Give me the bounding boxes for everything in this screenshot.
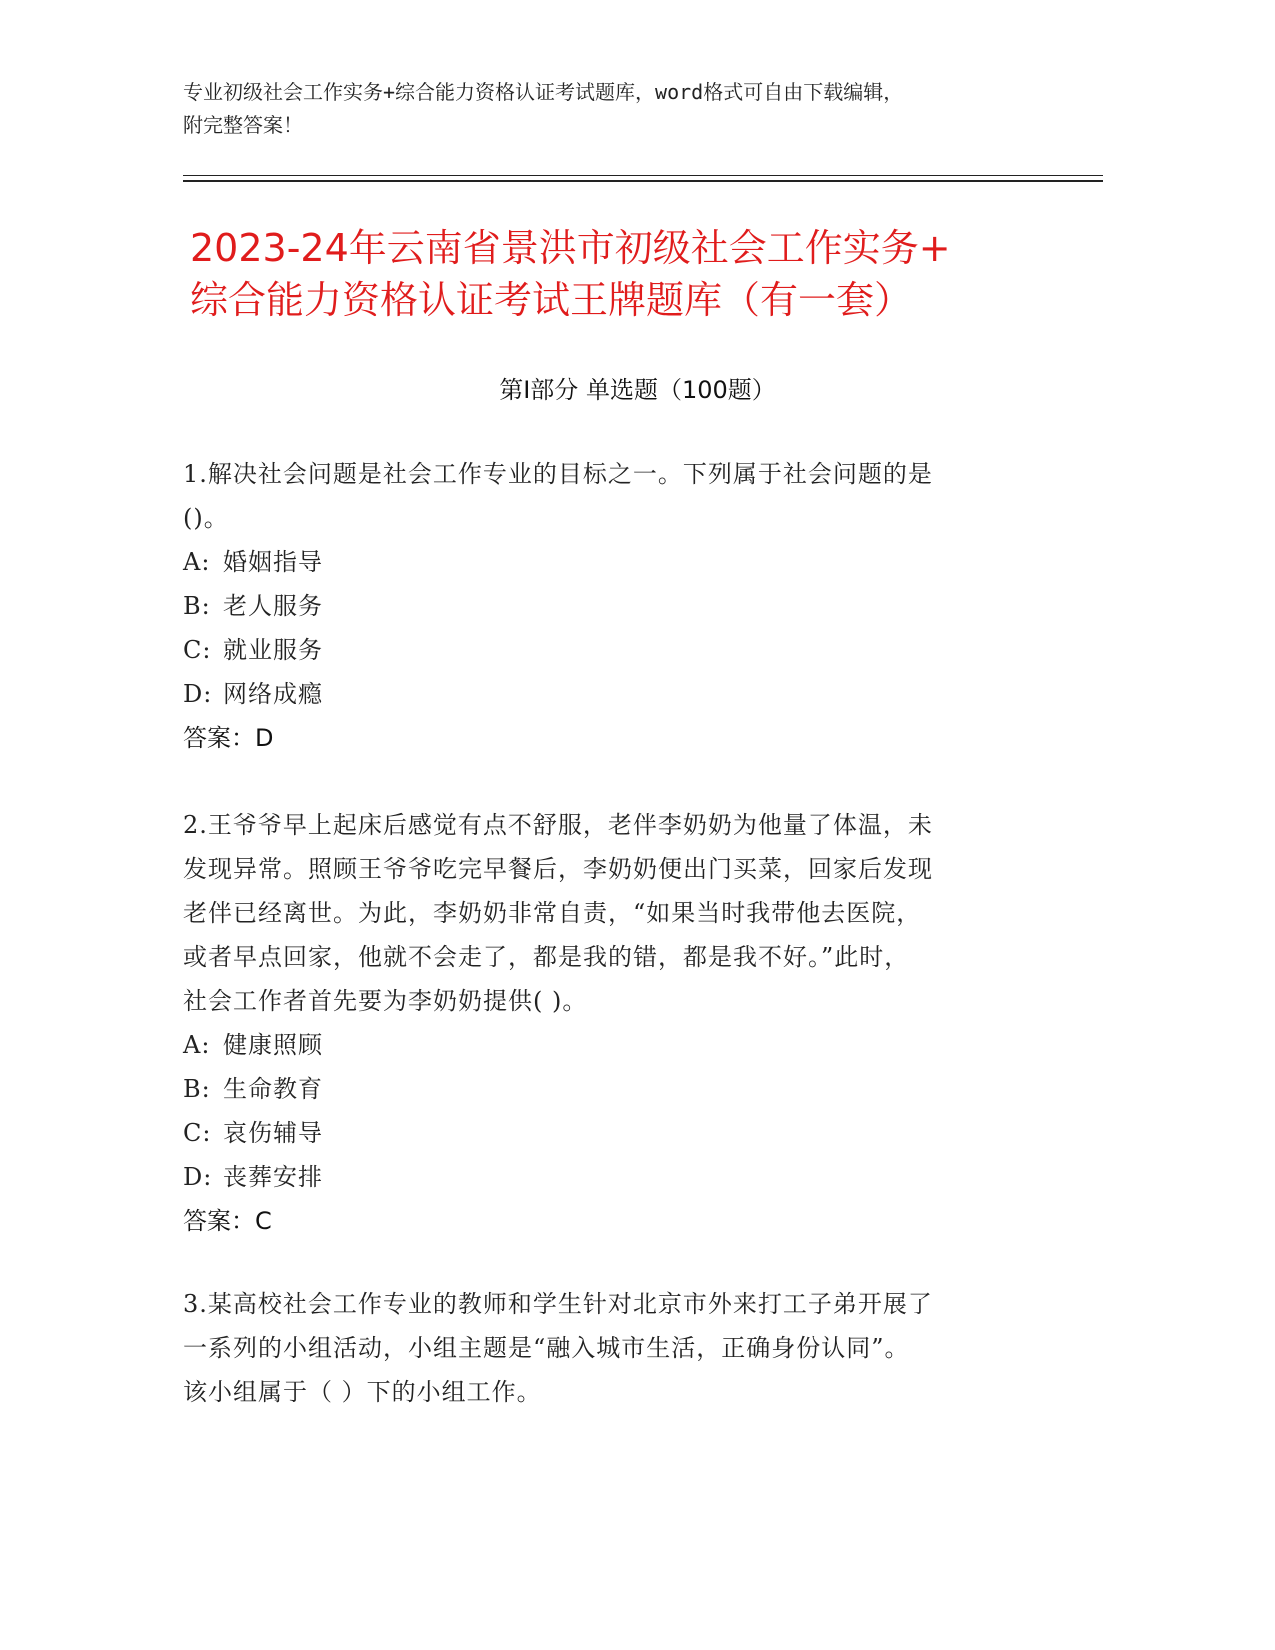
question-2 (183, 803, 1063, 1243)
section-heading: 第Ⅰ部分 单选题（100题） (499, 376, 776, 404)
option-b (183, 584, 1063, 628)
option-key: D: (183, 1163, 213, 1191)
option-d (183, 1155, 1063, 1199)
option-a (183, 1023, 1063, 1067)
option-text: 就业服务 (223, 636, 323, 664)
option-text: 哀伤辅导 (223, 1119, 323, 1147)
header-divider-thick (183, 180, 1103, 182)
option-key: C: (183, 1119, 212, 1147)
option-key: C: (183, 636, 212, 664)
option-d (183, 672, 1063, 716)
answer-line: 答案：D (183, 724, 274, 752)
option-c (183, 628, 1063, 672)
option-text: 老人服务 (223, 592, 323, 620)
option-b (183, 1067, 1063, 1111)
option-key: B: (183, 1075, 211, 1103)
question-3 (183, 1282, 1063, 1414)
option-key: A: (183, 1031, 211, 1059)
option-key: A: (183, 548, 211, 576)
option-text: 丧葬安排 (223, 1163, 323, 1191)
option-text: 网络成瘾 (223, 680, 323, 708)
answer-line: 答案：C (183, 1207, 272, 1235)
header-divider-thin (183, 175, 1103, 176)
option-text: 生命教育 (223, 1075, 323, 1103)
option-key: D: (183, 680, 213, 708)
option-a (183, 540, 1063, 584)
option-text: 健康照顾 (223, 1031, 323, 1059)
question-stem: 2.王爷爷早上起床后感觉有点不舒服，老伴李奶奶为他量了体温，未 发现异常。照顾王爷爷吃完早餐后，李奶奶便出门买菜，回家后发现 老伴已经离世。为此，李奶奶非常自责，“如果当时我带他去医院， 或者早点回家，他就不会走了，都是我的错，都是我不好。”此时， 社会工作者首先要为李奶奶提供( )。 (183, 811, 933, 1015)
question-stem: 1.解决社会问题是社会工作专业的目标之一。下列属于社会问题的是 ()。 (183, 460, 933, 532)
option-text: 婚姻指导 (223, 548, 323, 576)
question-stem: 3.某高校社会工作专业的教师和学生针对北京市外来打工子弟开展了 一系列的小组活动，小组主题是“融入城市生活，正确身份认同”。 该小组属于（ ）下的小组工作。 (183, 1290, 933, 1406)
question-1 (183, 452, 1063, 760)
header-note: 专业初级社会工作实务+综合能力资格认证考试题库，word格式可自由下载编辑， 附完整答案！ (183, 80, 904, 137)
option-key: B: (183, 592, 211, 620)
document-title: 2023-24年云南省景洪市初级社会工作实务+ 综合能力资格认证考试王牌题库（有一套） (190, 226, 951, 322)
option-c (183, 1111, 1063, 1155)
